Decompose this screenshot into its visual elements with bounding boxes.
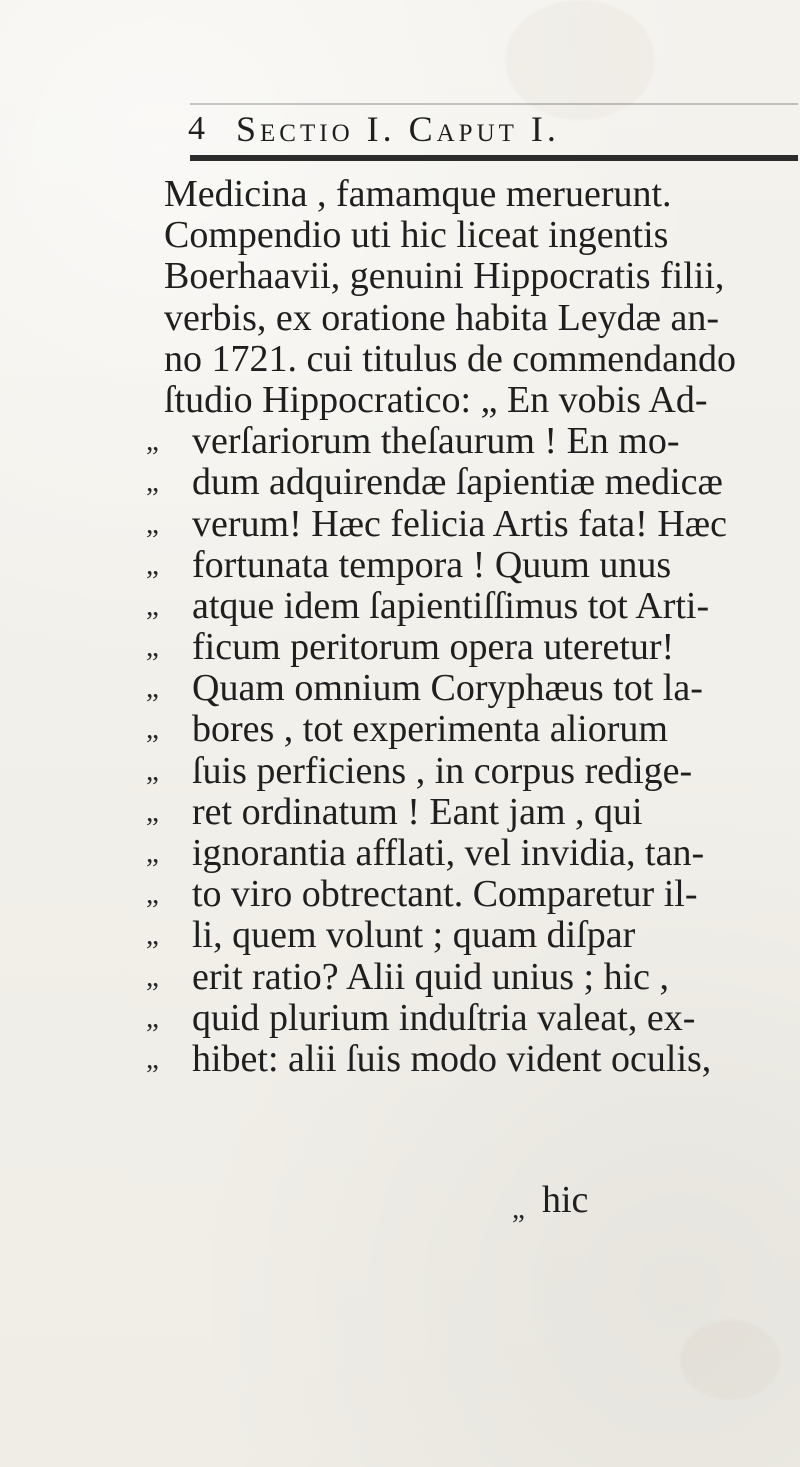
text-line <box>146 1037 794 1080</box>
line-text: fortunata tempora ! Quum unus <box>192 543 672 586</box>
text-line <box>164 215 794 256</box>
quote-mark: „ <box>146 1001 159 1034</box>
line-text: ſtudio Hippocratico: „ En vobis Ad- <box>164 378 708 421</box>
text-line <box>146 461 794 504</box>
main-text <box>146 173 794 1080</box>
line-text: ret ordinatum ! Eant jam , qui <box>192 790 643 833</box>
text-line <box>164 298 794 339</box>
line-text: verſariorum theſaurum ! En mo- <box>192 420 680 463</box>
text-line <box>146 955 794 998</box>
quote-mark: „ <box>146 837 159 869</box>
text-line <box>146 543 794 586</box>
quote-mark: „ <box>146 960 159 993</box>
line-text: ſuis perficiens , in corpus redige- <box>192 749 693 792</box>
text-line <box>146 667 794 710</box>
text-line <box>164 256 794 297</box>
line-text: hibet: alii ſuis modo vident oculis, <box>192 1037 712 1080</box>
quote-mark: „ <box>146 425 159 458</box>
header-rule <box>190 155 798 161</box>
line-text: bores , tot experimenta aliorum <box>192 708 668 751</box>
text-line <box>146 914 794 957</box>
line-text: erit ratio? Alii quid unius ; hic , <box>192 955 670 998</box>
line-text: Quam omnium Coryphæus tot la- <box>192 667 703 710</box>
quote-mark: „ <box>146 713 159 746</box>
line-text: ficum peritorum opera uteretur! <box>192 626 675 669</box>
quote-mark: „ <box>146 919 159 952</box>
header-top-rule <box>190 103 798 105</box>
line-text: no 1721. cui titulus de commendando <box>164 337 737 380</box>
text-line <box>146 502 794 545</box>
paper-stain <box>680 1320 780 1400</box>
page-number: 4 <box>188 110 205 147</box>
quote-mark: „ <box>146 1042 159 1075</box>
line-text: verbis, ex oratione habita Leydæ an- <box>164 296 720 339</box>
text-line <box>146 420 794 463</box>
text-line <box>164 380 794 421</box>
quote-mark: „ <box>146 548 159 581</box>
quote-mark: „ <box>146 754 159 787</box>
line-text: Compendio uti hic liceat ingentis <box>164 214 669 257</box>
line-text: dum adquirendæ ſapientiæ medicæ <box>192 461 723 504</box>
text-line <box>146 996 794 1039</box>
quote-mark: „ <box>146 631 159 664</box>
line-text: Medicina , famamque meruerunt. <box>164 173 672 215</box>
line-text: li, quem volunt ; quam diſpar <box>192 914 636 957</box>
quote-mark: „ <box>146 507 159 540</box>
quote-mark: „ <box>146 589 159 622</box>
text-line <box>146 790 794 833</box>
quote-mark: „ <box>512 1193 525 1225</box>
line-text: Boerhaavii, genuini Hippocratis filii, <box>164 255 725 298</box>
text-line <box>146 708 794 751</box>
quote-mark: „ <box>146 795 159 828</box>
text-line <box>146 832 794 874</box>
text-line <box>146 749 794 792</box>
text-line <box>146 584 794 627</box>
text-line <box>146 873 794 916</box>
section-title: Sectio I. Caput I. <box>236 109 560 149</box>
quote-mark: „ <box>146 878 159 911</box>
line-text: verum! Hæc felicia Artis fata! Hæc <box>192 502 727 545</box>
book-page: 4 Sectio I. Caput I. Medicina , famamque meruerunt. Compendio uti hic liceat ingentis Boerhaavii, genuini Hippocratis filii, verbis, ex oratione habita Leydæ an- no 1721. cui titulus de commendando ſtudio Hippocratico: „ En vobis Ad- „ verſariorum theſaurum ! En mo- „ dum adquirendæ ſapientiæ medicæ „ verum! Hæc felicia Artis fata! Hæc „ fortunata tempora ! Quum unus „ atque idem ſapientiſſimus tot Arti- „ ficum peritorum opera uteretur! „ Quam omnium Coryphæus tot la- „ bores , tot experimenta aliorum „ ſuis perficiens , in corpus redige- „ ret ordinatum ! Eant jam , qui „ ignorantia afflati, vel invidia, tan- „ to viro obtrectant. Comparetur il- „ li, quem volunt ; quam diſpar „ erit ratio? Alii quid unius ; hic , „ quid plurium induſtria valeat, ex- „ hibet: alii ſuis modo vident oculis, „ hic <box>0 0 800 1467</box>
line-text: atque idem ſapientiſſimus tot Arti- <box>192 584 710 627</box>
text-line <box>164 174 794 215</box>
line-text: ignorantia afflati, vel invidia, tan- <box>192 832 705 874</box>
line-text: quid plurium induſtria valeat, ex- <box>192 996 696 1039</box>
paper-stain <box>505 0 655 120</box>
text-line <box>146 626 794 669</box>
line-text: to viro obtrectant. Comparetur il- <box>192 873 698 916</box>
text-line <box>164 339 794 380</box>
quote-mark: „ <box>146 672 159 705</box>
quote-mark: „ <box>146 466 159 499</box>
